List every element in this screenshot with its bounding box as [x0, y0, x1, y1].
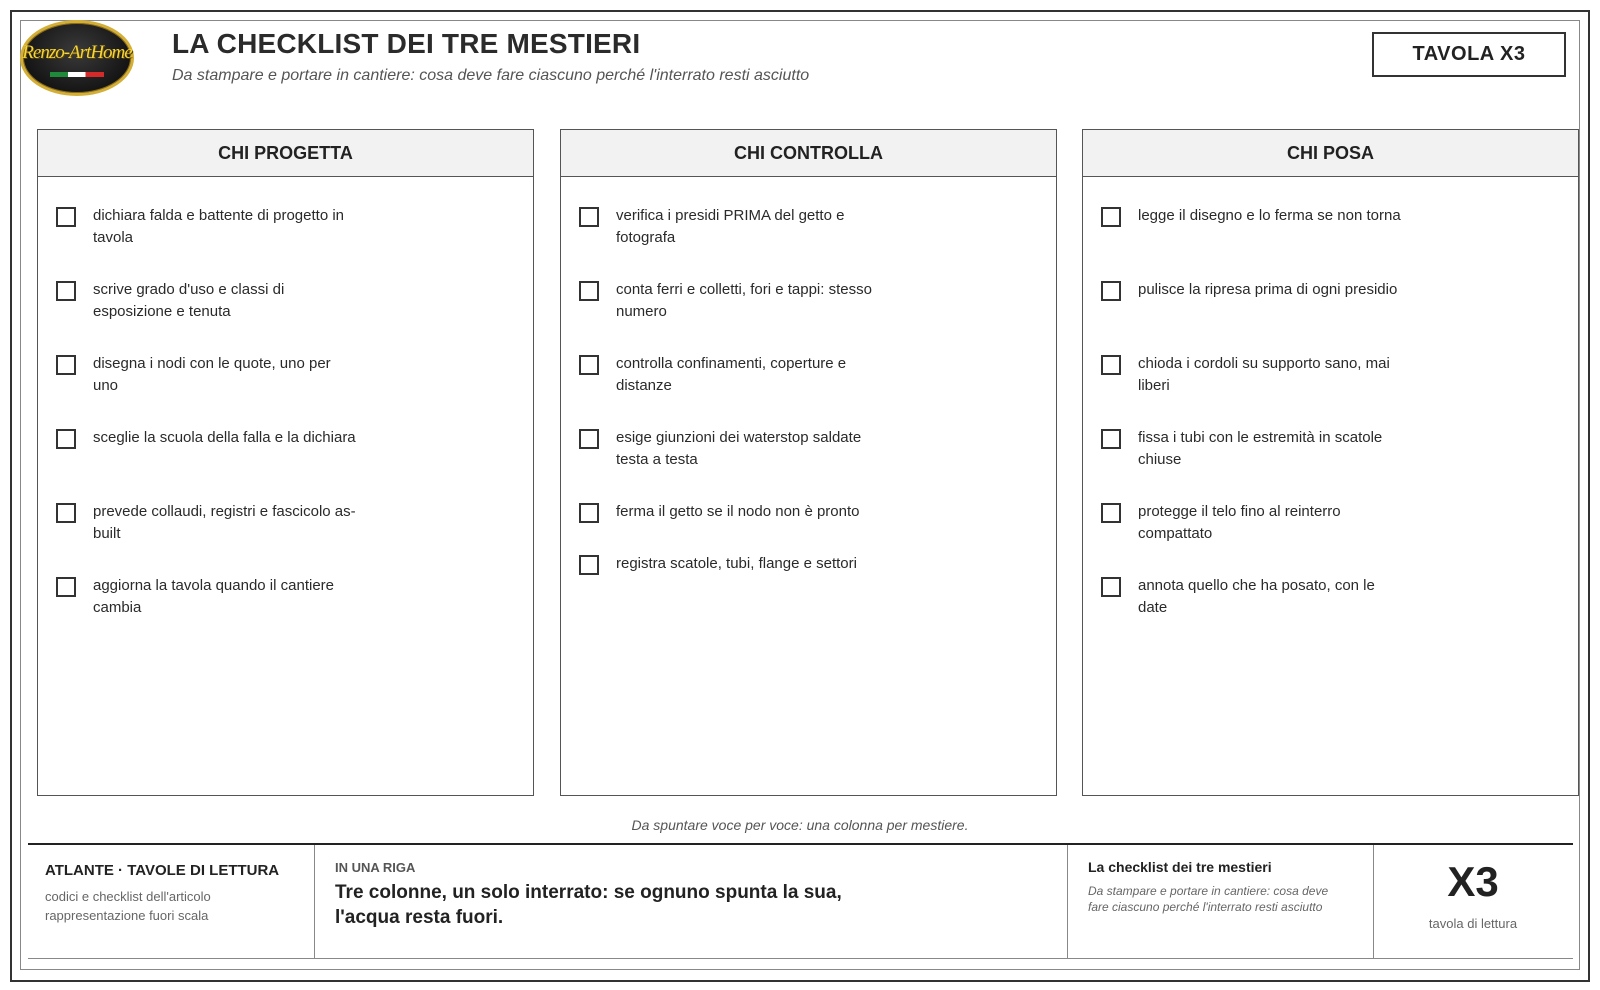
footer-divider [314, 845, 315, 958]
checkbox[interactable] [1101, 503, 1121, 523]
checklist-item [1083, 353, 1578, 405]
checklist-item-label: pulisce la ripresa prima di ogni presidio [1138, 281, 1398, 298]
checklist-item-label: ferma il getto se il nodo non è pronto [616, 503, 860, 520]
checklist-item [38, 501, 533, 553]
page-title: LA CHECKLIST DEI TRE MESTIERI [172, 28, 641, 59]
checkbox[interactable] [579, 429, 599, 449]
checklist-item [38, 575, 533, 627]
checklist-item-label: chioda i cordoli su supporto sano, mai liberi [1138, 355, 1390, 394]
checkbox[interactable] [1101, 577, 1121, 597]
brand-logo [20, 20, 134, 96]
checklist-item-label: aggiorna la tavola quando il cantiere cambia [93, 577, 335, 616]
checklist-item-label: conta ferri e colletti, fori e tappi: stesso numero [616, 281, 872, 320]
checklist-item [1083, 575, 1578, 627]
checklist-item [38, 205, 533, 257]
series-description: codici e checklist dell'articolo [45, 889, 211, 904]
checklist-item-label: prevede collaudi, registri e fascicolo as-built [93, 503, 356, 542]
checkbox[interactable] [1101, 207, 1121, 227]
checklist [561, 177, 1056, 605]
checkbox[interactable] [579, 207, 599, 227]
checkbox[interactable] [56, 207, 76, 227]
checkbox[interactable] [56, 355, 76, 375]
checklist-item-label: esige giunzioni dei waterstop saldate testa a testa [616, 429, 862, 468]
logo-text: Renzo-ArtHome [22, 42, 132, 63]
checkbox[interactable] [579, 555, 599, 575]
checklist-item-label: registra scatole, tubi, flange e settori [616, 555, 857, 572]
checklist-item-label: scrive grado d'uso e classi di esposizione e tenuta [93, 281, 285, 320]
summary-text: Tre colonne, un solo interrato: se ognuno spunta la sua, l'acqua resta fuori. [335, 882, 842, 928]
checklist-item-label: controlla confinamenti, coperture e distanze [616, 355, 847, 394]
sheet-code-label: tavola di lettura [1428, 916, 1518, 931]
checkbox[interactable] [579, 503, 599, 523]
checklist-item [38, 279, 533, 331]
column-heading: CHI POSA [1083, 130, 1578, 177]
checklist-item-label: disegna i nodi con le quote, uno per uno [93, 355, 331, 394]
column-heading: CHI PROGETTA [38, 130, 533, 177]
checklist-item-label: fissa i tubi con le estremità in scatole chiuse [1138, 429, 1383, 468]
checklist-item [561, 427, 1056, 479]
checkbox[interactable] [1101, 429, 1121, 449]
checklist-item [38, 353, 533, 405]
usage-note: Da spuntare voce per voce: una colonna per mestiere. [631, 817, 969, 833]
checklist-item-label: legge il disegno e lo ferma se non torna [1138, 207, 1401, 224]
checkbox[interactable] [56, 503, 76, 523]
checkbox[interactable] [56, 429, 76, 449]
sheet-subtitle: Da stampare e portare in cantiere: cosa deve fare ciascuno perché l'interrato resti asciutto [1088, 884, 1329, 914]
checklist-item [1083, 501, 1578, 553]
series-title: ATLANTE · TAVOLE DI LETTURA [45, 862, 280, 879]
checklist-item [561, 279, 1056, 331]
checklist-item [1083, 279, 1578, 331]
checkbox[interactable] [579, 355, 599, 375]
footer-top-rule [28, 843, 1573, 845]
checklist-item [561, 553, 1056, 605]
checkbox[interactable] [579, 281, 599, 301]
checklist-item-label: dichiara falda e battente di progetto in tavola [93, 207, 345, 246]
footer-divider [1067, 845, 1068, 958]
italian-flag-icon [50, 72, 104, 77]
checklist-item-label: protegge il telo fino al reinterro compattato [1138, 503, 1341, 542]
checklist-item [561, 501, 1056, 531]
page-subtitle: Da stampare e portare in cantiere: cosa deve fare ciascuno perché l'interrato resti asciutto [172, 67, 810, 84]
checklist-item-label: sceglie la scuola della falla e la dichiara [93, 429, 356, 446]
checkbox[interactable] [56, 281, 76, 301]
sheet-code: X3 [1447, 858, 1499, 905]
checklist-item-label: verifica i presidi PRIMA del getto e fotografa [616, 207, 845, 246]
checklist-item [561, 205, 1056, 257]
checklist [1083, 177, 1578, 627]
sheet-title: La checklist dei tre mestieri [1088, 859, 1272, 875]
footer-bottom-rule [28, 958, 1573, 959]
column-chi-progetta [37, 129, 534, 796]
column-chi-controlla [560, 129, 1057, 796]
sheet-tag: TAVOLA X3 [1372, 32, 1566, 77]
checklist-item [1083, 427, 1578, 479]
summary-label: IN UNA RIGA [335, 860, 416, 875]
checkbox[interactable] [56, 577, 76, 597]
checklist-item [38, 427, 533, 479]
checkbox[interactable] [1101, 355, 1121, 375]
checklist-item [561, 353, 1056, 405]
checklist [38, 177, 533, 627]
checkbox[interactable] [1101, 281, 1121, 301]
checklist-item [1083, 205, 1578, 257]
column-chi-posa [1082, 129, 1579, 796]
series-scale-note: rappresentazione fuori scala [45, 908, 209, 923]
checklist-item-label: annota quello che ha posato, con le date [1138, 577, 1375, 616]
column-heading: CHI CONTROLLA [561, 130, 1056, 177]
